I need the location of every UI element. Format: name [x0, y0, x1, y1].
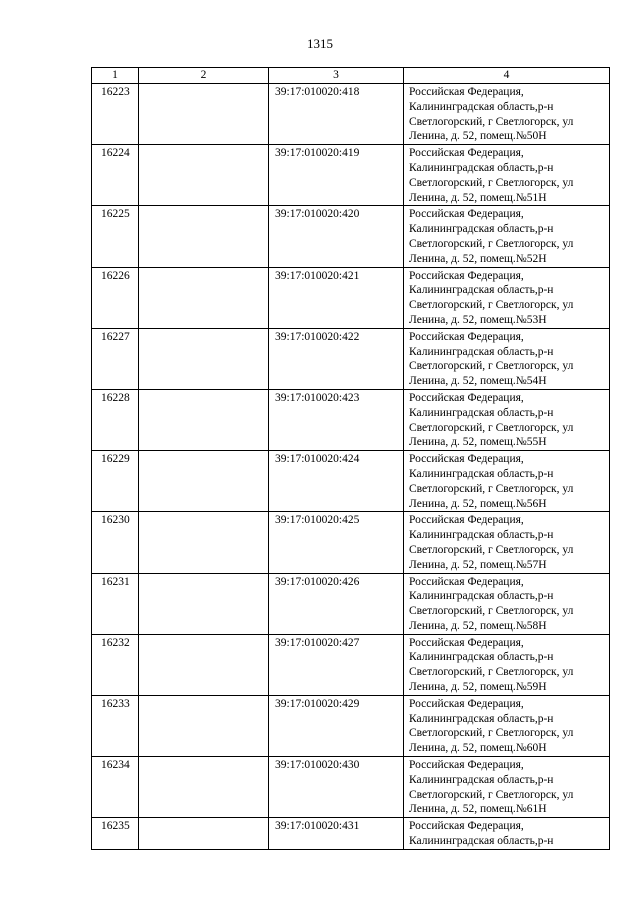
cadastral-number: 39:17:010020:423 [269, 389, 404, 450]
column-header-2: 2 [139, 68, 269, 84]
column-header-1: 1 [92, 68, 139, 84]
address-line: Российская Федерация, [409, 330, 524, 343]
address-line: Светлогорский, г Светлогорск, ул [409, 666, 574, 679]
record-number: 16232 [92, 634, 139, 695]
address-line: Российская Федерация, [409, 208, 524, 221]
cadastral-number: 39:17:010020:431 [269, 818, 404, 850]
address-line: Ленина, д. 52, помещ.№60Н [409, 742, 547, 755]
empty-cell [139, 512, 269, 573]
registry-table [91, 67, 610, 850]
address-line: Российская Федерация, [409, 86, 524, 98]
address-line: Ленина, д. 52, помещ.№58Н [409, 619, 547, 632]
address-line: Калининградская область,р-н [409, 284, 554, 297]
address-line: Российская Федерация, [409, 269, 524, 282]
address-line: Ленина, д. 52, помещ.№57Н [409, 558, 547, 571]
address-cell [404, 818, 610, 850]
cadastral-number: 39:17:010020:427 [269, 634, 404, 695]
empty-cell [139, 267, 269, 328]
empty-cell [139, 84, 269, 145]
cadastral-number: 39:17:010020:421 [269, 267, 404, 328]
empty-cell [139, 206, 269, 267]
address-cell [404, 389, 610, 450]
address-line: Ленина, д. 52, помещ.№56Н [409, 497, 547, 510]
page-number: 1315 [307, 36, 333, 51]
address-line: Ленина, д. 52, помещ.№61Н [409, 803, 547, 816]
address-line: Калининградская область,р-н [409, 406, 554, 419]
address-line: Калининградская область,р-н [409, 100, 554, 113]
cadastral-number: 39:17:010020:418 [269, 84, 404, 145]
address-line: Калининградская область,р-н [409, 161, 554, 174]
empty-cell [139, 328, 269, 389]
table-row [92, 389, 610, 450]
record-number: 16233 [92, 695, 139, 756]
address-line: Светлогорский, г Светлогорск, ул [409, 482, 574, 495]
table-row [92, 573, 610, 634]
cadastral-number: 39:17:010020:426 [269, 573, 404, 634]
address-line: Ленина, д. 52, помещ.№50Н [409, 130, 547, 143]
address-line: Российская Федерация, [409, 759, 524, 772]
address-cell [404, 267, 610, 328]
table-row [92, 84, 610, 145]
address-line: Российская Федерация, [409, 453, 524, 466]
address-line: Светлогорский, г Светлогорск, ул [409, 421, 574, 434]
record-number: 16226 [92, 267, 139, 328]
address-cell [404, 512, 610, 573]
table-row [92, 328, 610, 389]
table-body [92, 84, 610, 850]
address-line: Светлогорский, г Светлогорск, ул [409, 605, 574, 618]
address-cell [404, 206, 610, 267]
table-row [92, 267, 610, 328]
table-row [92, 757, 610, 818]
address-line: Калининградская область,р-н [409, 529, 554, 542]
address-line: Светлогорский, г Светлогорск, ул [409, 176, 574, 189]
address-cell [404, 634, 610, 695]
record-number: 16235 [92, 818, 139, 850]
address-cell [404, 145, 610, 206]
table-row [92, 451, 610, 512]
address-line: Светлогорский, г Светлогорск, ул [409, 299, 574, 312]
cadastral-number: 39:17:010020:419 [269, 145, 404, 206]
cadastral-number: 39:17:010020:429 [269, 695, 404, 756]
address-line: Светлогорский, г Светлогорск, ул [409, 788, 574, 801]
cadastral-number: 39:17:010020:424 [269, 451, 404, 512]
empty-cell [139, 695, 269, 756]
address-line: Ленина, д. 52, помещ.№54Н [409, 375, 547, 388]
address-line: Российская Федерация, [409, 636, 524, 649]
address-line: Калининградская область,р-н [409, 345, 554, 358]
address-line: Калининградская область,р-н [409, 835, 554, 848]
record-number: 16225 [92, 206, 139, 267]
address-line: Российская Федерация, [409, 391, 524, 404]
record-number: 16228 [92, 389, 139, 450]
record-number: 16227 [92, 328, 139, 389]
table-row [92, 512, 610, 573]
record-number: 16234 [92, 757, 139, 818]
address-line: Ленина, д. 52, помещ.№55Н [409, 436, 547, 449]
table-row [92, 818, 610, 850]
address-line: Ленина, д. 52, помещ.№51Н [409, 191, 547, 204]
address-line: Калининградская область,р-н [409, 223, 554, 236]
empty-cell [139, 634, 269, 695]
address-line: Светлогорский, г Светлогорск, ул [409, 237, 574, 250]
column-header-3: 3 [269, 68, 404, 84]
cadastral-number: 39:17:010020:420 [269, 206, 404, 267]
address-cell [404, 328, 610, 389]
address-line: Светлогорский, г Светлогорск, ул [409, 727, 574, 740]
address-line: Российская Федерация, [409, 514, 524, 527]
address-line: Калининградская область,р-н [409, 651, 554, 664]
address-line: Ленина, д. 52, помещ.№53Н [409, 313, 547, 326]
address-line: Российская Федерация, [409, 697, 524, 710]
table-row [92, 634, 610, 695]
record-number: 16223 [92, 84, 139, 145]
address-line: Ленина, д. 52, помещ.№52Н [409, 252, 547, 265]
record-number: 16224 [92, 145, 139, 206]
cadastral-number: 39:17:010020:422 [269, 328, 404, 389]
empty-cell [139, 818, 269, 850]
table-header-row [92, 68, 610, 84]
address-line: Светлогорский, г Светлогорск, ул [409, 360, 574, 373]
empty-cell [139, 573, 269, 634]
empty-cell [139, 389, 269, 450]
empty-cell [139, 145, 269, 206]
address-cell [404, 573, 610, 634]
record-number: 16230 [92, 512, 139, 573]
address-line: Российская Федерация, [409, 147, 524, 160]
record-number: 16231 [92, 573, 139, 634]
address-cell [404, 451, 610, 512]
table-row [92, 145, 610, 206]
cadastral-number: 39:17:010020:430 [269, 757, 404, 818]
address-line: Калининградская область,р-н [409, 712, 554, 725]
table-row [92, 695, 610, 756]
table-row [92, 206, 610, 267]
empty-cell [139, 757, 269, 818]
address-cell [404, 757, 610, 818]
address-line: Калининградская область,р-н [409, 590, 554, 603]
address-cell [404, 695, 610, 756]
address-line: Российская Федерация, [409, 820, 524, 833]
address-line: Калининградская область,р-н [409, 773, 554, 786]
column-header-4: 4 [404, 68, 610, 84]
cadastral-number: 39:17:010020:425 [269, 512, 404, 573]
address-line: Калининградская область,р-н [409, 467, 554, 480]
address-line: Российская Федерация, [409, 575, 524, 588]
address-line: Ленина, д. 52, помещ.№59Н [409, 681, 547, 694]
record-number: 16229 [92, 451, 139, 512]
address-cell [404, 84, 610, 145]
empty-cell [139, 451, 269, 512]
address-line: Светлогорский, г Светлогорск, ул [409, 543, 574, 556]
address-line: Светлогорский, г Светлогорск, ул [409, 115, 574, 128]
